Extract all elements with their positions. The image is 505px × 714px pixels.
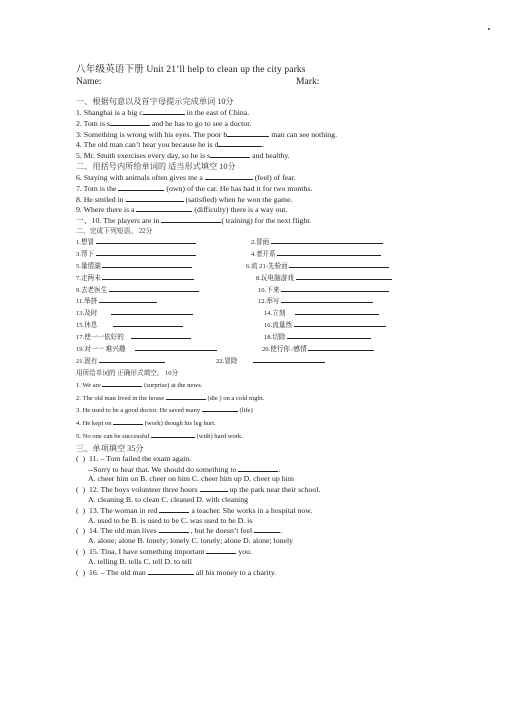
- answer-blank[interactable]: [102, 261, 192, 268]
- section2-heading: 二、用括号内所给单词的 适当形式填空 10分: [76, 161, 236, 171]
- name-label: Name:: [76, 76, 102, 87]
- section1-heading: 一、根据句意以及首字母提示完成单词 10分: [76, 97, 234, 106]
- phrase-row: 9.去老医生 10.下来: [76, 285, 481, 297]
- phrase-row: 17.使一一依好的 18.切除: [76, 332, 481, 344]
- mc-options-15: A. telling B. tells C. tell D. to tell: [88, 556, 192, 566]
- phrase-row: 13.及时 14.立刻: [76, 308, 481, 320]
- phrase-row: 7.走两未 8.玩电脑游戏: [76, 273, 481, 285]
- answer-blank[interactable]: [96, 249, 196, 256]
- answer-blank[interactable]: [135, 344, 217, 351]
- question-6: 6. Staying with animals often gives me a (feel) of fear.: [76, 172, 296, 182]
- answer-blank[interactable]: [136, 204, 192, 212]
- answer-paren[interactable]: ( ): [76, 546, 86, 556]
- question-3: 3. Something is wrong with his eyes. The poor b man can see nothing.: [76, 129, 338, 139]
- answer-blank[interactable]: [148, 567, 194, 575]
- answer-blank[interactable]: [277, 249, 381, 256]
- phrase-grid: [76, 237, 481, 368]
- answer-blank[interactable]: [227, 129, 269, 137]
- answer-blank[interactable]: [102, 379, 142, 387]
- question-4: 4. The old man can’t hear you because he is d .: [76, 140, 265, 150]
- answer-blank[interactable]: [202, 404, 238, 412]
- answer-blank[interactable]: [200, 484, 228, 492]
- answer-blank[interactable]: [205, 172, 253, 180]
- question-5: 5. Mr. Smith exercises every day, so he is s and healthy.: [76, 151, 290, 161]
- answer-blank[interactable]: [161, 215, 221, 223]
- phrase-row: 19.对一一 难兴趣 20.使行你 /感情: [76, 344, 481, 356]
- question-10: 一、10. The players are in ( training) for the next flight.: [76, 216, 312, 226]
- answer-blank[interactable]: [159, 525, 189, 533]
- mc-options-13: A. used to be B. is used to be C. was used to be D. is: [88, 515, 253, 525]
- answer-blank[interactable]: [238, 464, 278, 472]
- answer-blank[interactable]: [99, 296, 157, 303]
- fill-question-3: 3. He used to be a good doctor. He saved many (life): [76, 404, 481, 417]
- mc-options-14: A. alone; alone B. lonely; lonely C. lonely; alone D. alone; lonely: [88, 536, 294, 546]
- mc-question-15: ( ) 15. Tina, I have something important you.: [76, 546, 252, 556]
- question-9: 9. Where there is a (difficulty) there is a way out.: [76, 205, 288, 215]
- question-2: 2. Tom is s and he has to go to see a doctor.: [76, 118, 252, 128]
- answer-blank[interactable]: [118, 183, 164, 191]
- answer-blank[interactable]: [294, 320, 386, 327]
- answer-blank[interactable]: [126, 194, 184, 202]
- phrase-row: 15.休息 16.流量然: [76, 320, 481, 332]
- name-mark-row: [76, 76, 481, 88]
- question-8: 8. He smiled in (satisfied) when he won the game.: [76, 194, 293, 204]
- answer-blank[interactable]: [110, 118, 150, 126]
- fill-question-4: 4. He kept on (work) though his leg hurt.: [76, 417, 481, 430]
- section5-heading: 三、单项填空 35分: [76, 443, 144, 453]
- answer-blank[interactable]: [131, 332, 191, 339]
- answer-blank[interactable]: [151, 430, 195, 438]
- answer-blank[interactable]: [254, 525, 280, 533]
- answer-blank[interactable]: [113, 417, 143, 425]
- answer-blank[interactable]: [287, 332, 371, 339]
- mark-label: Mark:: [296, 76, 320, 87]
- mc-question-16: ( ) 16. – The old man all his money to a charity.: [76, 567, 277, 577]
- section4-heading: 用所给单词的 正确形式填空。 10分: [76, 369, 179, 377]
- fill-question-5: 5. No one can be successful (with) hard work.: [76, 430, 481, 443]
- fill-question-1: 1. We are (surprise) at the news.: [76, 379, 481, 392]
- answer-paren[interactable]: ( ): [76, 505, 86, 515]
- answer-blank[interactable]: [109, 285, 199, 292]
- answer-blank[interactable]: [111, 308, 193, 315]
- answer-blank[interactable]: [102, 273, 194, 280]
- answer-blank[interactable]: [166, 392, 206, 400]
- answer-blank[interactable]: [253, 356, 325, 363]
- fill-question-2: 2. The old man lived in the house (die ) on a cold night.: [76, 392, 481, 405]
- answer-blank[interactable]: [295, 308, 379, 315]
- answer-blank[interactable]: [96, 237, 196, 244]
- answer-paren[interactable]: ( ): [76, 526, 86, 536]
- answer-blank[interactable]: [113, 320, 183, 327]
- mc-question-12: ( ) 12. The boys volunteer three hours up the park near their school.: [76, 485, 321, 495]
- answer-blank[interactable]: [296, 273, 392, 280]
- answer-blank[interactable]: [281, 285, 389, 292]
- mc-question-11-reply: --Sorry to hear that. We should do something to .: [88, 464, 281, 474]
- phrase-row: 11.举挤 12.举写: [76, 296, 481, 308]
- question-1: 1. Shanghai is a big c in the east of China.: [76, 108, 250, 117]
- answer-blank[interactable]: [210, 150, 250, 158]
- answer-blank[interactable]: [281, 296, 373, 303]
- phrase-row: 1.想冒 2.冒雨: [76, 237, 481, 249]
- answer-blank[interactable]: [99, 356, 165, 363]
- answer-paren[interactable]: ( ): [76, 485, 86, 495]
- mc-question-11: ( ) 11. – Tom failed the exam again.: [76, 453, 192, 463]
- phrase-row: 21.固有 22.冒除: [76, 356, 481, 368]
- corner-mark: [488, 28, 490, 30]
- question-7: 7. Tom is the (own) of the car. He has had it for two months.: [76, 183, 313, 193]
- mc-options-12: A. cleaning B. to clean C. cleaned D. with cleaning: [88, 494, 248, 504]
- answer-blank[interactable]: [289, 261, 389, 268]
- answer-paren[interactable]: ( ): [76, 567, 86, 577]
- mc-options-11: A. cheer him on B. cheer on him C. cheer him up D. cheer up him: [88, 474, 294, 484]
- page-title: 八年级英语下册 Unit 21’ll help to clean up the city parks: [76, 64, 306, 75]
- mc-question-14: ( ) 14. The old man lives , but he doesn’t feel .: [76, 526, 283, 536]
- answer-paren[interactable]: ( ): [76, 453, 86, 463]
- phrase-row: 3.帮下 4.者开系: [76, 249, 481, 261]
- answer-blank[interactable]: [271, 237, 383, 244]
- mc-question-13: ( ) 13. The woman in red a teacher. She works in a hospital now.: [76, 505, 313, 515]
- answer-blank[interactable]: [308, 344, 374, 351]
- answer-blank[interactable]: [159, 505, 189, 513]
- worksheet: [76, 64, 481, 577]
- section3-heading: 二、完成下列短语。 22分: [76, 227, 153, 235]
- answer-blank[interactable]: [143, 107, 185, 115]
- answer-blank[interactable]: [206, 546, 236, 554]
- answer-blank[interactable]: [218, 139, 262, 147]
- phrase-row: 5.量情湖 6.流 21-先检面: [76, 261, 481, 273]
